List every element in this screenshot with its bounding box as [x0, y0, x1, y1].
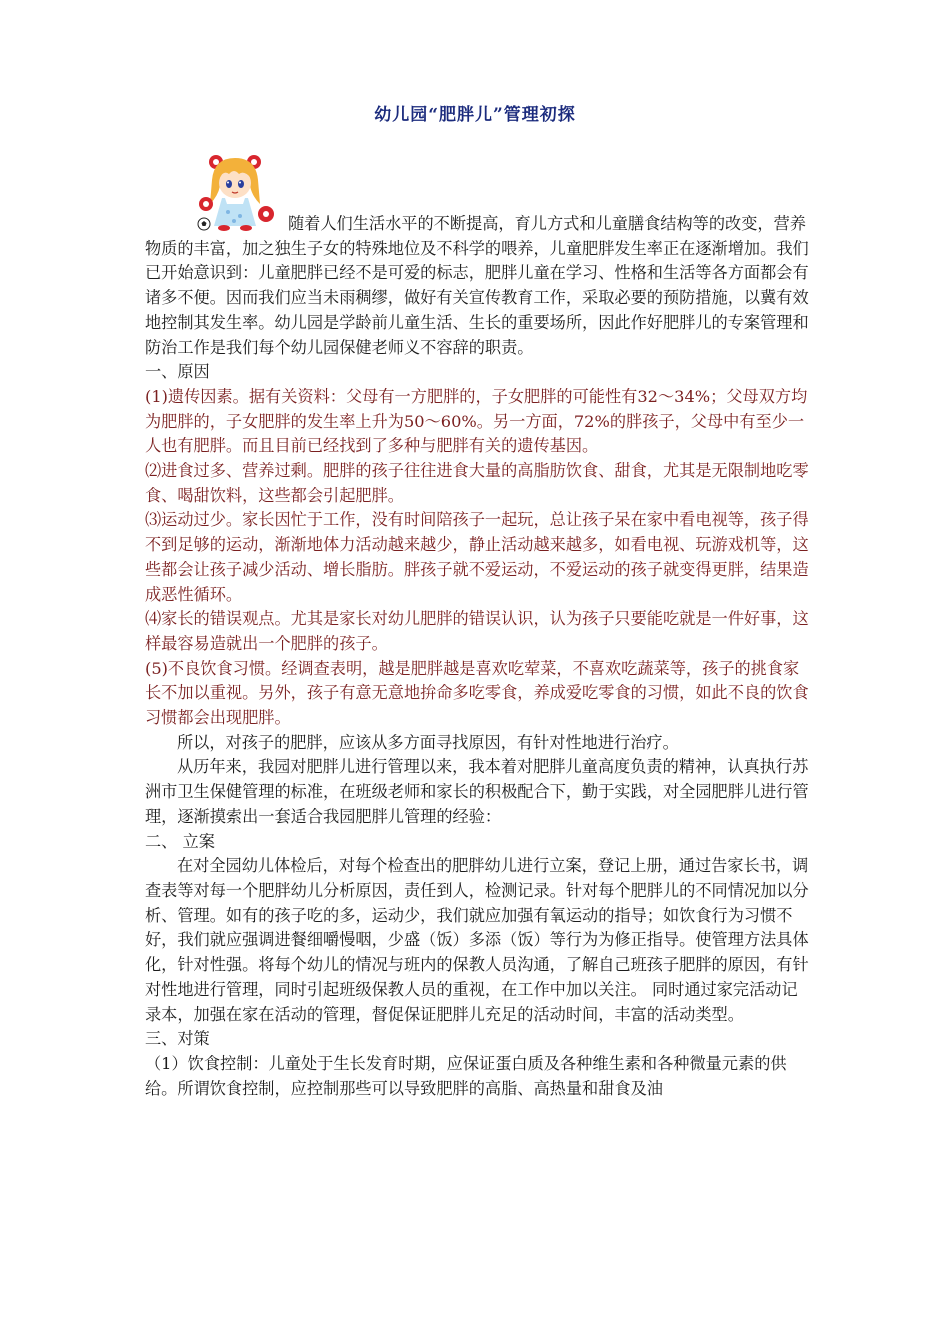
summary-paragraph: 所以，对孩子的肥胖，应该从多方面寻找原因，有针对性地进行治疗。: [177, 732, 679, 752]
document-title: 幼儿园“肥胖儿”管理初探: [374, 105, 576, 125]
cause-3-paragraph: ⑶运动过少。家长因忙于工作，没有时间陪孩子一起玩，总让孩子呆在家中看电视等，孩子得不到足够的运动，渐渐地体力活动越来越少，静止活动越来越多，如看电视、玩游戏机等，这些都会让孩子减少活动、增长脂肪。胖孩子就不爱运动，不爱运动的孩子就变得更胖，结果造成恶性循环。: [145, 510, 809, 604]
experience-paragraph: 从历年来，我园对肥胖儿进行管理以来，我本着对肥胖儿童高度负责的精神，认真执行苏洲市卫生保健管理的标准，在班级老师和家长的积极配合下，勤于实践，对全园肥胖儿进行管理，逐渐摸索出一套适合我园肥胖儿管理的经验：: [145, 757, 809, 826]
cause-5-paragraph: (5)不良饮食习惯。经调查表明，越是肥胖越是喜欢吃荤菜，不喜欢吃蔬菜等，孩子的挑食家长不加以重视。另外，孩子有意无意地拚命多吃零食，养成爱吃零食的习惯，如此不良的饮食习惯都会出现肥胖。: [145, 658, 809, 728]
intro-text-a: 随着人们生活水平的不断提高，育儿方式和儿童膳食结构等的改变，营养物质的丰富，加之独生子女的特殊地位及不科学的喂养，儿童肥胖发生率正在逐渐增加。: [145, 214, 806, 258]
section-2-heading: 二、 立案: [145, 831, 215, 851]
intro-text-b: 我们已开始意识到：儿童肥胖已经不是可爱的标志，肥胖儿童在学习、性格和生活等各方面都会有诸多不便。因而我们应当未雨稠缪，做好有关宣传教育工作，采取必要的预防措施，以冀有效地控制其发生率。幼儿园是学龄前儿童生活、生长的重要场所，因此作好肥胖儿的专案管理和防治工作是我们每个幼儿园保健老师义不容辞的职责。: [145, 238, 809, 357]
intro-paragraph: [145, 212, 813, 360]
cause-4-paragraph: ⑷家长的错误观点。尤其是家长对幼儿肥胖的错误认识，认为孩子只要能吃就是一件好事，这样最容易造就出一个肥胖的孩子。: [145, 609, 809, 653]
section-3-item-1: （1）饮食控制：儿童处于生长发育时期，应保证蛋白质及各种维生素和各种微量元素的供给。所谓饮食控制，应控制那些可以导致肥胖的高脂、高热量和甜食及油: [145, 1053, 787, 1098]
section-1-heading: 一、原因: [145, 362, 210, 382]
cause-1-paragraph: (1)遗传因素。据有关资料：父母有一方肥胖的，子女肥胖的可能性有32～34%；父母双方均为肥胖的，子女肥胖的发生率上升为50～60%。另一方面，72%的胖孩子，父母中有至少一人也有肥胖。而且目前已经找到了多种与肥胖有关的遗传基因。: [145, 386, 808, 456]
section-2-paragraph: 在对全园幼儿体检后，对每个检查出的肥胖幼儿进行立案，登记上册，通过告家长书，调查表等对每一个肥胖幼儿分析原因，责任到人，检测记录。针对每个肥胖儿的不同情况加以分析、管理。如有的孩子吃的多，运动少，我们就应加强有氧运动的指导；如饮食行为习惯不好，我们就应强调进餐细嚼慢咽，少盛（饭）多添（饭）等行为为修正指导。使管理方法具体化，针对性强。将每个幼儿的情况与班内的保教人员沟通，了解自己班孩子肥胖的原因，有针对性地进行管理，同时引起班级保教人员的重视，在工作中加以关注。 同时通过家完活动记录本，加强在家在活动的管理，督促保证肥胖儿充足的活动时间，丰富的活动类型。: [145, 856, 809, 1024]
article-body: [145, 212, 813, 1101]
section-3-heading: 三、对策: [145, 1029, 210, 1049]
cause-2-paragraph: ⑵进食过多、营养过剩。肥胖的孩子往往进食大量的高脂肪饮食、甜食，尤其是无限制地吃零食、喝甜饮料，这些都会引起肥胖。: [145, 461, 809, 505]
